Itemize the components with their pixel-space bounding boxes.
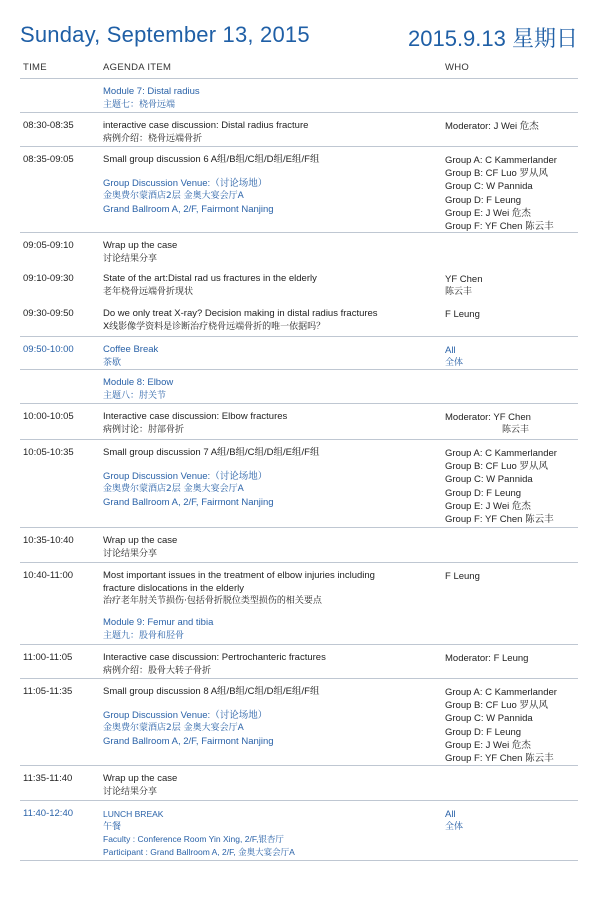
- row-agenda: Do we only treat X-ray? Decision making in distal radius fractures X线影像学资料是诊断治疗桡骨远端骨折的唯一依据吗？: [103, 308, 378, 332]
- row-time: 09:30-09:50: [23, 308, 74, 319]
- module-row: [20, 610, 578, 644]
- venue-cn: 金奥费尔蒙酒店2层 金奥大宴会厅A: [103, 483, 244, 494]
- row-agenda: State of the art:Distal rad us fractures in the elderly 老年桡骨远端骨折现状: [103, 273, 317, 297]
- row-time: 11:05-11:35: [23, 686, 73, 697]
- row-time: 10:35-10:40: [23, 535, 74, 546]
- row-agenda: Small group discussion 8 A组/B组/C组/D组/E组/F组 Group Discussion Venue:（讨论场地） 金奥费尔蒙酒店2层 金奥大宴会厅A Grand Ballroom A, 2/F, Fairmont Nanjing: [103, 686, 433, 748]
- row-agenda: interactive case discussion: Distal radius fracture 病例介绍：桡骨远端骨折: [103, 120, 309, 144]
- row-time: 08:30-08:35: [23, 120, 74, 131]
- venue-label: Group Discussion Venue:（讨论场地）: [103, 177, 268, 189]
- row-who: All 全体: [445, 345, 464, 369]
- row-agenda: Wrap up the case 讨论结果分享: [103, 535, 178, 559]
- venue-label: Group Discussion Venue:（讨论场地）: [103, 709, 268, 721]
- page-header: [20, 22, 578, 52]
- row-agenda: Wrap up the case 讨论结果分享: [103, 773, 178, 797]
- col-agenda: AGENDA ITEM: [103, 62, 172, 73]
- row-time: 10:00-10:05: [23, 411, 74, 422]
- module-title: Module 8: Elbow 主题八：肘关节: [103, 377, 174, 401]
- module-title: Module 9: Femur and tibia 主题九：股骨和胫骨: [103, 617, 214, 641]
- row-time: 09:10-09:30: [23, 273, 74, 284]
- row-who: Group A: C Kammerlander Group B: CF Luo 罗从风 Group C: W Pannida Group D: F Leung Group E: J Wei 危杰 Group F: YF Chen 陈云丰: [445, 155, 557, 233]
- row-who: F Leung: [445, 571, 480, 582]
- table-row: [20, 112, 578, 146]
- row-time: 09:50-10:00: [23, 344, 74, 355]
- table-row: [20, 678, 578, 765]
- table-row: [20, 527, 578, 562]
- row-who: All 全体: [445, 809, 464, 833]
- col-who: WHO: [445, 62, 470, 73]
- row-time: 08:35-09:05: [23, 154, 74, 165]
- row-time: 11:00-11:05: [23, 652, 73, 663]
- module-title: Module 7: Distal radius 主题七：桡骨远端: [103, 86, 200, 110]
- row-time: 10:05-10:35: [23, 447, 74, 458]
- table-row: [20, 644, 578, 678]
- row-who: Moderator: F Leung: [445, 653, 529, 664]
- venue-en: Grand Ballroom A, 2/F, Fairmont Nanjing: [103, 496, 274, 508]
- module-row: [20, 369, 578, 403]
- page-title-cn: 2015.9.13 星期日: [408, 26, 578, 51]
- row-agenda: Coffee Break 茶歇: [103, 344, 159, 368]
- venue-cn: 金奥费尔蒙酒店2层 金奥大宴会厅A: [103, 722, 244, 733]
- row-time: 10:40-11:00: [23, 570, 74, 581]
- table-row: [20, 146, 578, 232]
- row-who: Moderator: YF Chen 陈云丰: [445, 412, 531, 436]
- table-row: [20, 800, 578, 861]
- table-row: [20, 301, 578, 336]
- row-who: Group A: C Kammerlander Group B: CF Luo 罗从风 Group C: W Pannida Group D: F Leung Group E: J Wei 危杰 Group F: YF Chen 陈云丰: [445, 448, 557, 526]
- venue-label: Group Discussion Venue:（讨论场地）: [103, 470, 268, 482]
- page-title-en: Sunday, September 13, 2015: [20, 22, 310, 47]
- row-agenda: Most important issues in the treatment of elbow injuries including fracture dislocations in the elderly 治疗老年肘关节损伤·包括骨折脱位类型损伤的相关要点: [103, 570, 375, 606]
- table-row: [20, 266, 578, 301]
- col-time: TIME: [23, 62, 47, 73]
- venue-en: Grand Ballroom A, 2/F, Fairmont Nanjing: [103, 735, 274, 747]
- row-who: Moderator: J Wei 危杰: [445, 121, 539, 132]
- row-who: Group A: C Kammerlander Group B: CF Luo 罗从风 Group C: W Pannida Group D: F Leung Group E: J Wei 危杰 Group F: YF Chen 陈云丰: [445, 687, 557, 765]
- table-row: [20, 403, 578, 439]
- row-agenda: LUNCH BREAK 午餐 Faculty : Conference Room Yin Xing, 2/F,银杏厅 Participant : Grand Ballroom A, 2/F, 金奥大宴会厅A: [103, 809, 295, 857]
- row-agenda: Interactive case discussion: Pertrochanteric fractures 病例介绍：股骨大转子骨折: [103, 652, 326, 676]
- table-row: [20, 562, 578, 610]
- row-agenda: Wrap up the case 讨论结果分享: [103, 240, 178, 264]
- table-row: [20, 336, 578, 369]
- row-time: 11:40-12:40: [23, 808, 74, 819]
- row-agenda: Interactive case discussion: Elbow fractures 病例讨论：肘部骨折: [103, 411, 288, 435]
- venue-cn: 金奥费尔蒙酒店2层 金奥大宴会厅A: [103, 190, 244, 201]
- module-row: [20, 78, 578, 112]
- row-time: 09:05-09:10: [23, 240, 74, 251]
- row-time: 11:35-11:40: [23, 773, 73, 784]
- table-row: [20, 232, 578, 266]
- column-headers: [20, 62, 578, 78]
- table-row: [20, 765, 578, 800]
- venue-en: Grand Ballroom A, 2/F, Fairmont Nanjing: [103, 203, 274, 215]
- row-who: F Leung: [445, 309, 480, 320]
- row-agenda: Small group discussion 6 A组/B组/C组/D组/E组/F组 Group Discussion Venue:（讨论场地） 金奥费尔蒙酒店2层 金奥大宴会厅A Grand Ballroom A, 2/F, Fairmont Nanjing: [103, 154, 433, 216]
- row-agenda: Small group discussion 7 A组/B组/C组/D组/E组/F组 Group Discussion Venue:（讨论场地） 金奥费尔蒙酒店2层 金奥大宴会厅A Grand Ballroom A, 2/F, Fairmont Nanjing: [103, 447, 433, 509]
- row-who: YF Chen 陈云丰: [445, 274, 483, 298]
- table-row: [20, 439, 578, 527]
- agenda-table: [20, 78, 578, 861]
